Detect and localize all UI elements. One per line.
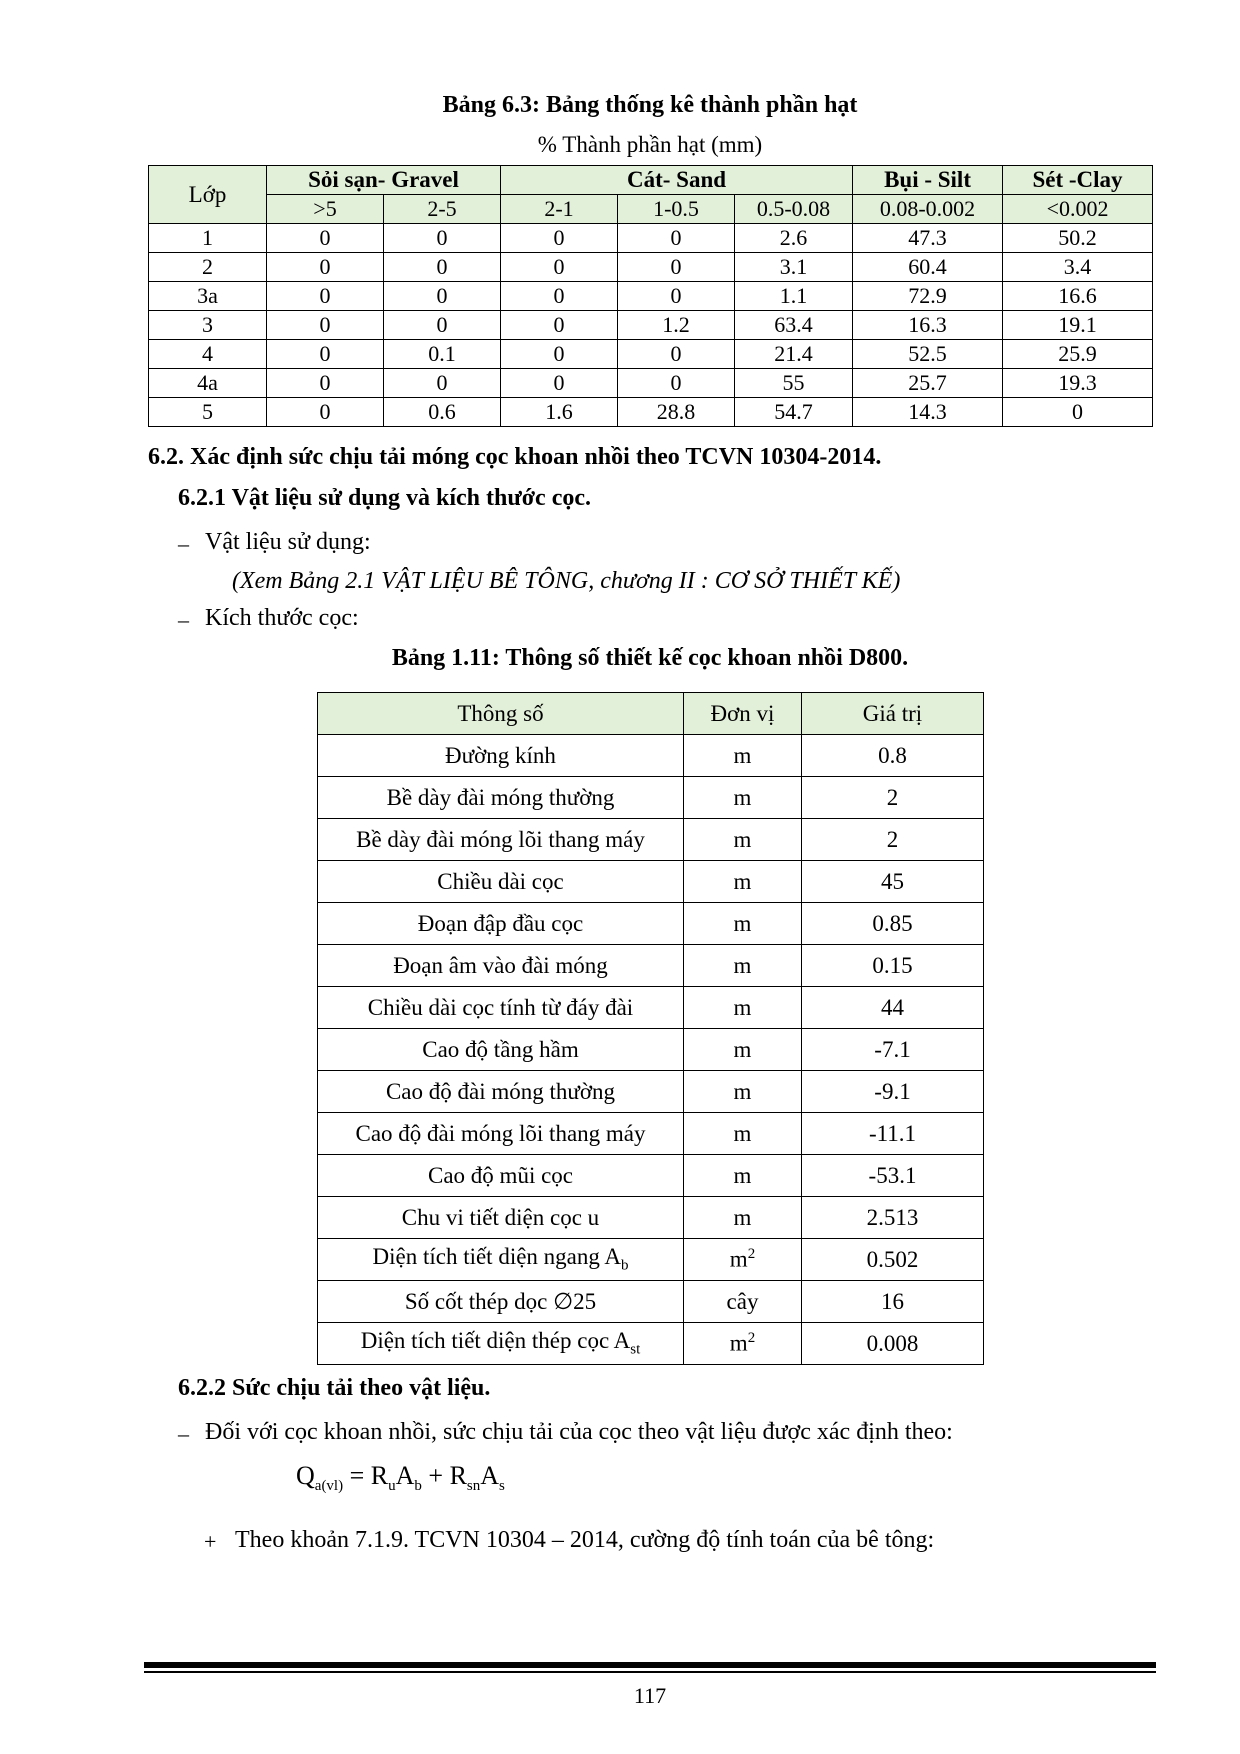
- param-cell: Chiều dài cọc tính từ đáy đài: [318, 987, 684, 1029]
- unit-cell: m: [684, 861, 802, 903]
- table-row: [318, 861, 984, 903]
- table-cell: 1.2: [618, 311, 735, 340]
- value-cell: 0.008: [802, 1323, 984, 1365]
- table-row: [149, 311, 1153, 340]
- param-cell: Đoạn âm vào đài móng: [318, 945, 684, 987]
- value-cell: 0.15: [802, 945, 984, 987]
- table-cell: 0: [384, 311, 501, 340]
- table-cell: 0: [1003, 398, 1153, 427]
- table-row: [318, 1323, 984, 1365]
- table-cell: 52.5: [853, 340, 1003, 369]
- table-cell: 0: [267, 340, 384, 369]
- bullet-material: Vật liệu sử dụng:: [205, 529, 371, 555]
- table-cell: 2.6: [735, 224, 853, 253]
- table-cell: 0: [267, 253, 384, 282]
- value-cell: -9.1: [802, 1071, 984, 1113]
- table-cell: 25.7: [853, 369, 1003, 398]
- layer-cell: 1: [149, 224, 267, 253]
- value-cell: -7.1: [802, 1029, 984, 1071]
- table-cell: 0: [618, 253, 735, 282]
- reference-note: (Xem Bảng 2.1 VẬT LIỆU BÊ TÔNG, chương II : CƠ SỞ THIẾT KẾ): [232, 568, 901, 594]
- unit-cell: m: [684, 735, 802, 777]
- param-cell: Chu vi tiết diện cọc u: [318, 1197, 684, 1239]
- table-row: [318, 903, 984, 945]
- table-cell: 50.2: [1003, 224, 1153, 253]
- param-cell: Diện tích tiết diện ngang $A_b$: [318, 1239, 684, 1281]
- param-cell: Bề dày đài móng lõi thang máy: [318, 819, 684, 861]
- table-cell: 14.3: [853, 398, 1003, 427]
- section-6-2-2-heading: 6.2.2 Sức chịu tải theo vật liệu.: [178, 1375, 491, 1401]
- value-cell: 2.513: [802, 1197, 984, 1239]
- table-cell: 47.3: [853, 224, 1003, 253]
- table-cell: 0.1: [384, 340, 501, 369]
- table-row: [318, 1029, 984, 1071]
- table-cell: 19.3: [1003, 369, 1153, 398]
- table-row: [318, 1155, 984, 1197]
- table-cell: 0: [501, 282, 618, 311]
- table-cell: 63.4: [735, 311, 853, 340]
- table-cell: 60.4: [853, 253, 1003, 282]
- layer-cell: 4a: [149, 369, 267, 398]
- table-row: [318, 987, 984, 1029]
- size-header: 0.5-0.08: [735, 195, 853, 224]
- table-row: [318, 1239, 984, 1281]
- layer-cell: 2: [149, 253, 267, 282]
- col-unit: Đơn vị: [684, 693, 802, 735]
- table-cell: 0: [384, 282, 501, 311]
- size-header: 2-5: [384, 195, 501, 224]
- table-row: [318, 1113, 984, 1155]
- footer-rule-thin: [144, 1671, 1156, 1673]
- table-cell: 28.8: [618, 398, 735, 427]
- unit-cell: m: [684, 987, 802, 1029]
- unit-cell: m: [684, 903, 802, 945]
- table-row: [318, 777, 984, 819]
- table-cell: 0: [384, 253, 501, 282]
- col-clay: Sét -Clay: [1003, 166, 1153, 195]
- pile-parameters-table: [317, 692, 984, 1365]
- col-lop: Lớp: [149, 166, 267, 224]
- value-cell: 16: [802, 1281, 984, 1323]
- table-row: [318, 1071, 984, 1113]
- table-cell: 0: [501, 253, 618, 282]
- size-header: 0.08-0.002: [853, 195, 1003, 224]
- table-cell: 0: [618, 282, 735, 311]
- table-cell: 0: [267, 282, 384, 311]
- unit-cell: $m^2$: [684, 1323, 802, 1365]
- table-row: [318, 945, 984, 987]
- table-cell: 25.9: [1003, 340, 1153, 369]
- section-6-2-heading: 6.2. Xác định sức chịu tải móng cọc khoan nhồi theo TCVN 10304-2014.: [148, 444, 882, 470]
- table-cell: 0: [267, 369, 384, 398]
- value-cell: -53.1: [802, 1155, 984, 1197]
- col-gravel: Sỏi sạn- Gravel: [267, 166, 501, 195]
- table-cell: 1.1: [735, 282, 853, 311]
- col-sand: Cát- Sand: [501, 166, 853, 195]
- table-row: [149, 253, 1153, 282]
- table-row: [149, 224, 1153, 253]
- param-cell: Chiều dài cọc: [318, 861, 684, 903]
- unit-cell: cây: [684, 1281, 802, 1323]
- table-cell: 0: [618, 224, 735, 253]
- table-cell: 0: [501, 224, 618, 253]
- unit-cell: m: [684, 1197, 802, 1239]
- concrete-strength-note: Theo khoản 7.1.9. TCVN 10304 – 2014, cường độ tính toán của bê tông:: [235, 1527, 935, 1553]
- table-cell: 19.1: [1003, 311, 1153, 340]
- dash-bullet: –: [178, 1421, 189, 1446]
- size-header: <0.002: [1003, 195, 1153, 224]
- table-cell: 72.9: [853, 282, 1003, 311]
- value-cell: -11.1: [802, 1113, 984, 1155]
- table-row: [149, 340, 1153, 369]
- value-cell: 0.8: [802, 735, 984, 777]
- value-cell: 2: [802, 819, 984, 861]
- table-row: [149, 282, 1153, 311]
- param-cell: Đoạn đập đầu cọc: [318, 903, 684, 945]
- layer-cell: 3: [149, 311, 267, 340]
- table-cell: 0.6: [384, 398, 501, 427]
- plus-bullet: +: [204, 1529, 217, 1554]
- table-cell: 0: [618, 340, 735, 369]
- table-cell: 0: [384, 224, 501, 253]
- grain-size-table: [148, 165, 1153, 427]
- param-cell: Đường kính: [318, 735, 684, 777]
- dash-bullet: –: [178, 531, 189, 556]
- dash-bullet: –: [178, 607, 189, 632]
- table-cell: 3.4: [1003, 253, 1153, 282]
- bullet-capacity: Đối với cọc khoan nhồi, sức chịu tải của cọc theo vật liệu được xác định theo:: [205, 1419, 953, 1445]
- table63-caption: Bảng 6.3: Bảng thống kê thành phần hạt: [442, 92, 858, 118]
- table-cell: 0: [501, 369, 618, 398]
- table-cell: 21.4: [735, 340, 853, 369]
- page-number: 117: [633, 1683, 667, 1708]
- param-cell: Bề dày đài móng thường: [318, 777, 684, 819]
- unit-cell: m: [684, 1113, 802, 1155]
- col-param: Thông số: [318, 693, 684, 735]
- table-row: [149, 398, 1153, 427]
- footer-rule: [144, 1662, 1156, 1668]
- value-cell: 44: [802, 987, 984, 1029]
- size-header: >5: [267, 195, 384, 224]
- layer-cell: 4: [149, 340, 267, 369]
- value-cell: 0.85: [802, 903, 984, 945]
- table-cell: 16.3: [853, 311, 1003, 340]
- unit-cell: m: [684, 819, 802, 861]
- param-cell: Cao độ đài móng thường: [318, 1071, 684, 1113]
- param-cell: Số cốt thép dọc ∅25: [318, 1281, 684, 1323]
- unit-cell: m: [684, 1155, 802, 1197]
- table-cell: 1.6: [501, 398, 618, 427]
- unit-cell: $m^2$: [684, 1239, 802, 1281]
- table-row: [149, 369, 1153, 398]
- param-cell: Diện tích tiết diện thép cọc $A_{st}$: [318, 1323, 684, 1365]
- table-cell: 0: [267, 398, 384, 427]
- size-header: 2-1: [501, 195, 618, 224]
- value-cell: 2: [802, 777, 984, 819]
- layer-cell: 3a: [149, 282, 267, 311]
- param-cell: Cao độ tầng hầm: [318, 1029, 684, 1071]
- table-row: [318, 1197, 984, 1239]
- table-cell: 0: [501, 311, 618, 340]
- param-cell: Cao độ mũi cọc: [318, 1155, 684, 1197]
- bullet-pile-size: Kích thước cọc:: [205, 605, 359, 631]
- table-cell: 3.1: [735, 253, 853, 282]
- capacity-formula: $Q_{a(vl)} = R_uA_b + R_{sn}A_s$: [296, 1461, 505, 1495]
- section-6-2-1-heading: 6.2.1 Vật liệu sử dụng và kích thước cọc.: [178, 485, 592, 511]
- param-cell: Cao độ đài móng lõi thang máy: [318, 1113, 684, 1155]
- table-cell: 0: [618, 369, 735, 398]
- table-cell: 54.7: [735, 398, 853, 427]
- table-cell: 16.6: [1003, 282, 1153, 311]
- table-row: [318, 819, 984, 861]
- value-cell: 0.502: [802, 1239, 984, 1281]
- unit-cell: m: [684, 1071, 802, 1113]
- col-value: Giá trị: [802, 693, 984, 735]
- table-cell: 0: [267, 224, 384, 253]
- unit-cell: m: [684, 945, 802, 987]
- unit-cell: m: [684, 777, 802, 819]
- layer-cell: 5: [149, 398, 267, 427]
- value-cell: 45: [802, 861, 984, 903]
- unit-cell: m: [684, 1029, 802, 1071]
- table-row: [318, 735, 984, 777]
- col-silt: Bụi - Silt: [853, 166, 1003, 195]
- table63-subcaption: % Thành phần hạt (mm): [537, 132, 763, 157]
- size-header: 1-0.5: [618, 195, 735, 224]
- table111-caption: Bảng 1.11: Thông số thiết kế cọc khoan nhồi D800.: [391, 645, 909, 671]
- table-cell: 0: [384, 369, 501, 398]
- table-cell: 0: [501, 340, 618, 369]
- table-row: [318, 1281, 984, 1323]
- table-cell: 55: [735, 369, 853, 398]
- table-cell: 0: [267, 311, 384, 340]
